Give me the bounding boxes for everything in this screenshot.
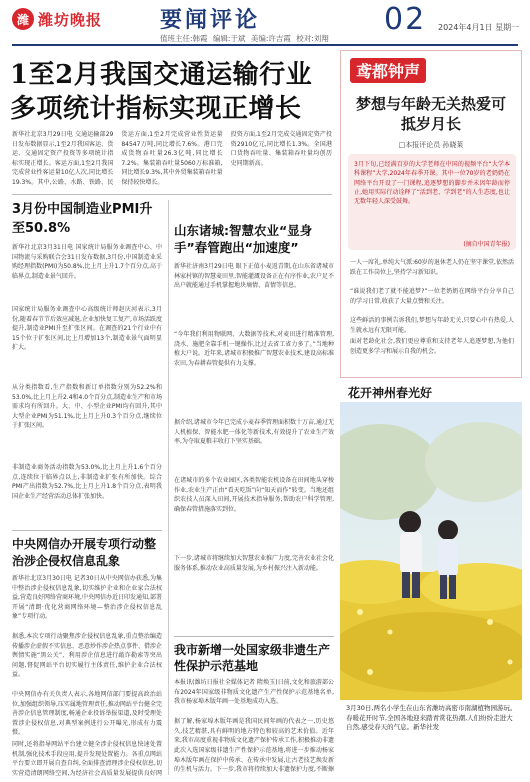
article-paragraph: 新华社北京3月31日电 国家统计局服务业调查中心、中国物流与采购联合会31日发布数据,3月份,中国制造业采购经理指数(PMI)为50.8%,比上月上升1.7个百分点,高于临界点,制造业景气回升。 bbox=[12, 244, 162, 280]
opinion-tag: 鸢都钟声 bbox=[350, 58, 426, 83]
newspaper-logo[interactable] bbox=[12, 7, 108, 31]
opinion-banner bbox=[350, 58, 470, 84]
opinion-paragraph: 一人一席礼,单纯大气派:60岁的退休老人仍在坚守课堂,依然活跃在工作岗位上,坚持学习新知识。 bbox=[350, 259, 514, 276]
news-photo[interactable] bbox=[340, 402, 522, 700]
article-netcom bbox=[12, 536, 162, 776]
divider bbox=[174, 636, 334, 637]
lead-paragraph: 货运方面,1至2月完成营业性货运量84547万吨,同比增长7.6%。港口完成货物吞吐量26.3亿吨,同比增长7.2%。集装箱吞吐量5060万标准箱,同比增长9.3%,其中外贸集装箱吞吐量保持较快增长。 bbox=[121, 131, 223, 186]
article-paragraph: 从分类指数看,生产指数和新订单指数分别为52.2%和53.0%,比上月上升2.4和4.0个百分点,制造业生产和市场需求均有所回升。大、中、小型企业PMI均有回升,其中大型企业PMI为51.1%,比上月上升0.3个百分点,继续位于扩张区间。 bbox=[12, 384, 162, 430]
section-title: 要闻评论 bbox=[160, 7, 261, 33]
opinion-byline: □本报评论员 孙晓莱 bbox=[398, 141, 464, 149]
article-headline[interactable]: 中央网信办开展专项行动整治涉企侵权信息乱象 bbox=[12, 537, 157, 568]
photo-caption: 3月30日,两名小学生在山东省潍坊高密市南湖植物园游玩。春暖花开时节,全国各地迎来踏青赏花热潮,人们纷纷走进大自然,感受春天的气息。新华社发 bbox=[346, 704, 517, 731]
article-paragraph: 非制造业商务活动指数为53.0%,比上月上升1.6个百分点,连续位于临界点以上,非制造业扩张有所加快。综合PMI产出指数为52.7%,比上月上升1.8个百分点,表明我国企业生产经营活动总体扩张加快。 bbox=[12, 464, 162, 500]
logo-text: 潍坊晚报 bbox=[38, 10, 103, 29]
opinion-paragraph: 这些鲜活的事例告诉我们,梦想与年龄无关,只要心中有热爱,人生就永远有无限可能。 bbox=[350, 317, 514, 334]
masthead bbox=[0, 0, 530, 48]
article-paragraph: 在诸城市的多个农业园区,各类智能农机设备在田间地头穿梭作业,农业生产正由“看天吃饭”向“知天而作”转变。当地还组织农技人员深入田间,开展技术指导服务,帮助农户科学管理,确保春管措施落实到位。 bbox=[174, 477, 334, 513]
page-number: 02 bbox=[384, 2, 427, 37]
lead-body bbox=[12, 130, 332, 188]
lead-paragraph: 投资方面,1至2月完成交通固定资产投资2910亿元,同比增长1.3%。全国港口货物吞吐量、集装箱吞吐量均创历史同期新高。 bbox=[230, 131, 332, 167]
article-paragraph: 据悉,本次专项行动聚焦涉企侵权信息乱象,重点整治编造传播涉企虚假不实信息、恶意炒作涉企热点事件、借涉企舆情实施“黑公关”、利用涉企信息进行敲诈勒索等突出问题,督促网站平台切实履行主体责任,维护企业合法权益。 bbox=[12, 633, 162, 679]
divider bbox=[12, 530, 162, 531]
article-paragraph: 新华社北京3月30日电 记者30日从中央网信办获悉,为集中整治涉企侵权信息乱象,切实维护企业和企业家合法权益,营造良好网络营商环境,中央网信办近日印发通知,部署开展“清朗·优化营商网络环境—整治涉企侵权信息乱象”专项行动。 bbox=[12, 575, 162, 621]
article-legacy bbox=[174, 642, 334, 778]
article-paragraph: 此次入选国家级非遗生产性保护示范基地,将进一步推动杨家埠木版年画在保护中传承、在传承中发展,让古老技艺焕发新的生机与活力。下一步,我市将持续加大非遗保护力度,不断擦 bbox=[174, 747, 334, 774]
article-shandong bbox=[174, 222, 334, 632]
article-paragraph: 本报讯(潍坊日报社全媒体记者 隋焕玉)日前,文化和旅游部公布2024年国家级非物质文化遗产生产性保护示范基地名单,我市杨家埠木版年画一处基地成功入选。 bbox=[174, 679, 334, 706]
article-paragraph: 下一步,诸城市将继续加大智慧农业推广力度,完善农业社会化服务体系,推动农业高质量发展,为乡村振兴注入新动能。 bbox=[174, 555, 334, 572]
column-divider bbox=[168, 200, 169, 775]
opinion-paragraph: 面对老龄化社会,我们更应尊重和支持老年人追逐梦想,为他们创造更多学习和展示自我的机会。 bbox=[350, 338, 514, 355]
article-paragraph: 据介绍,诸城市今年已完成小麦春季管理面积数十万亩,通过无人机植保、智能水肥一体化等新技术,有效提升了农业生产效率,为夺取夏粮丰收打下坚实基础。 bbox=[174, 419, 334, 446]
article-headline[interactable]: 3月份中国制造业PMI升至50.8% bbox=[12, 202, 153, 236]
lead-paragraph: 新华社北京3月29日电 交通运输部29日发布数据显示,1至2月我国客运、货运、交通固定资产投资等多项统计指标实现正增长。客运方面,1至2月我国完成营业性客运量10亿人次,同比增长19.3%。其中,公路、水路、铁路、民 bbox=[12, 131, 114, 186]
article-paragraph: 同时,还将指导网站平台建立健全涉企侵权信息快速处置机制,强化技术手段应用,提升发现处置能力。各重点网站平台要立即开展自查自纠,全面排查清理涉企侵权信息,切实营造清朗网络空间,为经济社会高质量发展提供良好网 bbox=[12, 741, 162, 777]
photo-title: 花开神州春光好 bbox=[348, 386, 433, 400]
masthead-rule bbox=[12, 44, 518, 46]
opinion-body bbox=[350, 258, 514, 370]
summary-text: 3月下旬,已经满百岁的大学老师在中国的视频平台“大学本科课程”大学,2024年春季开课。其中一位70岁的老奶奶在网络平台开设了一门课程,追逐梦想的脚步并未因年龄而停止,她用实际行动诠释了“活到老、学到老”的人生态度,也让无数年轻人深受鼓舞。 bbox=[354, 161, 510, 206]
publication-date: 2024年4月1日 星期一 bbox=[438, 23, 520, 32]
logo-icon: 潍 bbox=[12, 8, 34, 30]
article-paragraph: 国家统计局服务业调查中心高级统计师赵庆河表示,3月份,随着春节节后效应减退,企业加快复工复产,市场活跃度提升,制造业PMI升至扩张区间。在调查的21个行业中有15个位于扩张区间,比上月增加13个,制造业景气面明显扩大。 bbox=[12, 306, 162, 352]
spring-flowers-photo bbox=[340, 402, 522, 700]
lead-headline: 1至2月我国交通运输行业多项统计指标实现正增长 bbox=[10, 60, 313, 124]
summary-source: (摘自中国青年报) bbox=[463, 241, 510, 248]
article-pmi bbox=[12, 200, 162, 530]
article-headline[interactable]: 山东诸城:智慧农业“显身手”春管跑出“加速度” bbox=[174, 223, 313, 255]
opinion-headline[interactable]: 梦想与年龄无关热爱可抵岁月长 bbox=[355, 95, 506, 133]
divider bbox=[12, 194, 332, 195]
article-paragraph: 据了解,杨家埠木版年画是我国民间年画的代表之一,历史悠久,技艺精湛,具有鲜明的地方特色和较高的艺术价值。近年来,我市高度重视非物质文化遗产保护传承工作,积极推动非遗 bbox=[174, 718, 334, 745]
article-headline[interactable]: 我市新增一处国家级非遗生产性保护示范基地 bbox=[174, 643, 331, 673]
article-paragraph: 中央网信办有关负责人表示,各地网信部门要提高政治站位,加强组织领导,压实属地管理责任,推动网站平台健全完善涉企信息管理制度,畅通企业投诉举报渠道,及时受理处置涉企侵权信息,对典型案例进行公开曝光,形成有力震慑。 bbox=[12, 691, 162, 737]
editor-credits: 值班主任:韩霞 编辑:于斌 美编:许吉霞 校对:刘翔 bbox=[160, 34, 329, 43]
article-paragraph: 新华社济南3月29日电 眼下正值小麦返青期,在山东省诸城市林家村镇的智慧麦田里,智能灌溉设备正在有序作业,农户足不出户就能通过手机掌握地块墒情、苗情等信息。 bbox=[174, 263, 334, 290]
article-paragraph: “今年我们利用物联网、大数据等技术,对麦田进行精准管理,浇水、施肥全靠手机一键操作,比过去省工省力多了。”当地种植大户说。近年来,诸城市积极推广智慧农业技术,建设高标准农田,为春耕春管提供有力支撑。 bbox=[174, 331, 334, 367]
opinion-summary bbox=[348, 154, 516, 250]
opinion-paragraph: “谁说我们老了就不能追梦?”一位老奶奶在网络平台分享自己的学习日常,收获了大量点赞和关注。 bbox=[350, 288, 514, 305]
